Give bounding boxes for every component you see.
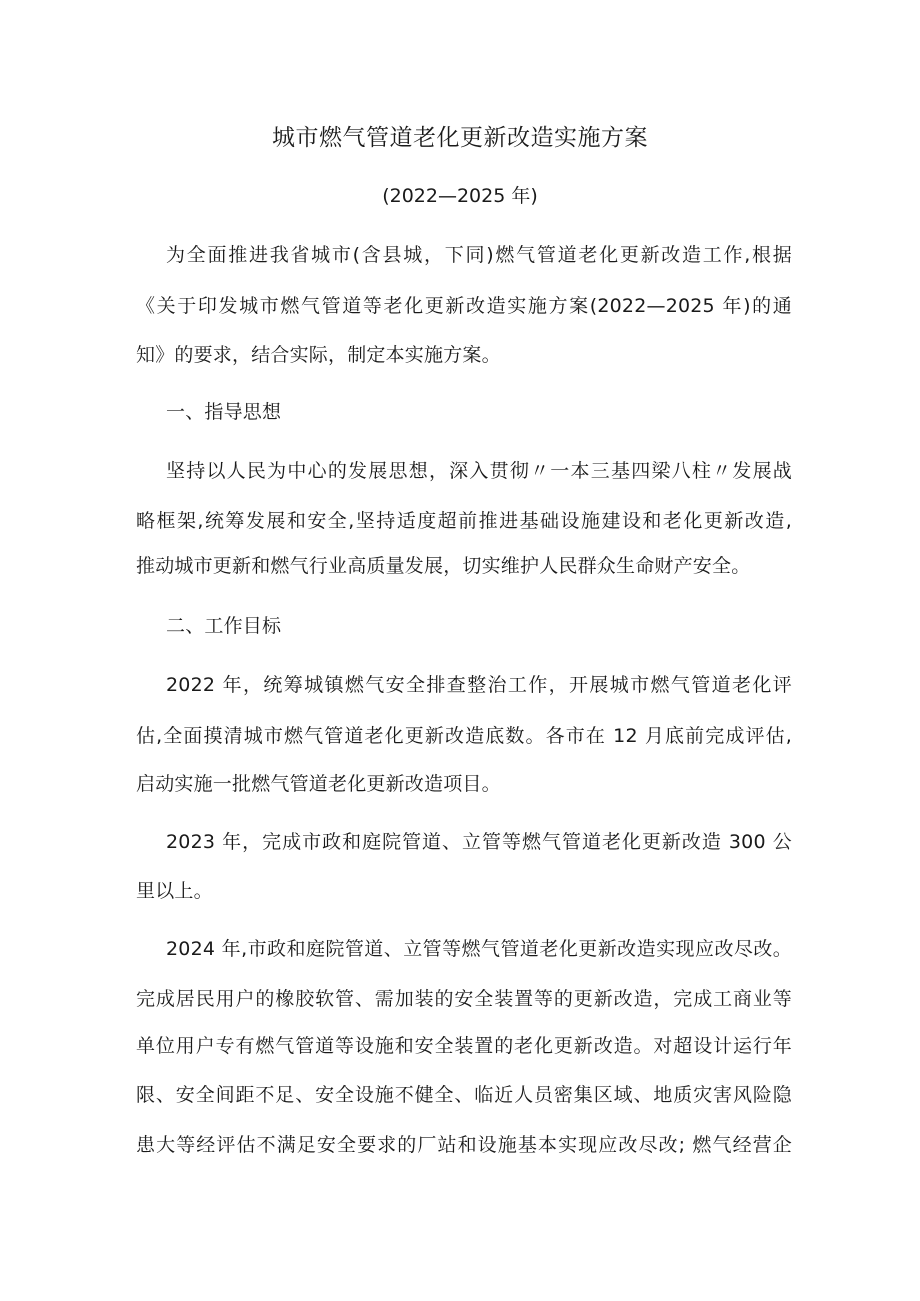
goal-2022-line-2: 估,全面摸清城市燃气管道老化更新改造底数。各市在 12 月底前完成评估, [136,725,792,747]
goal-2024-line-1: 2024 年,市政和庭院管道、立管等燃气管道老化更新改造实现应改尽改。 [166,938,792,960]
goal-2024-line-5: 患大等经评估不满足安全要求的厂站和设施基本实现应改尽改; 燃气经营企 [136,1134,792,1156]
intro-line-3: 知》的要求，结合实际，制定本实施方案。 [136,344,501,366]
section1-line-1: 坚持以人民为中心的发展思想，深入贯彻〃一本三基四梁八柱〃发展战 [166,460,792,482]
goal-2022-line-3: 启动实施一批燃气管道老化更新改造项目。 [136,773,501,795]
section-heading-work-goals: 二、工作目标 [166,615,282,637]
goal-2023-line-2: 里以上。 [136,880,213,902]
document-title: 城市燃气管道老化更新改造实施方案 [272,125,648,151]
section-heading-guiding-ideology: 一、指导思想 [166,401,282,423]
intro-line-2: 《关于印发城市燃气管道等老化更新改造实施方案(2022—2025 年)的通 [136,295,792,317]
goal-2024-line-3: 单位用户专有燃气管道等设施和安全装置的老化更新改造。对超设计运行年 [136,1035,792,1057]
document-subtitle: (2022—2025 年) [382,185,538,207]
goal-2023-line-1: 2023 年，完成市政和庭院管道、立管等燃气管道老化更新改造 300 公 [166,831,792,853]
goal-2024-line-2: 完成居民用户的橡胶软管、需加装的安全装置等的更新改造，完成工商业等 [136,988,792,1010]
intro-line-1: 为全面推进我省城市(含县城，下同)燃气管道老化更新改造工作,根据 [166,244,792,266]
section1-line-3: 推动城市更新和燃气行业高质量发展，切实维护人民群众生命财产安全。 [136,555,751,577]
goal-2024-line-4: 限、安全间距不足、安全设施不健全、临近人员密集区域、地质灾害风险隐 [136,1084,792,1106]
goal-2022-line-1: 2022 年，统筹城镇燃气安全排查整治工作，开展城市燃气管道老化评 [166,674,792,696]
section1-line-2: 略框架,统筹发展和安全,坚持适度超前推进基础设施建设和老化更新改造, [136,510,792,532]
